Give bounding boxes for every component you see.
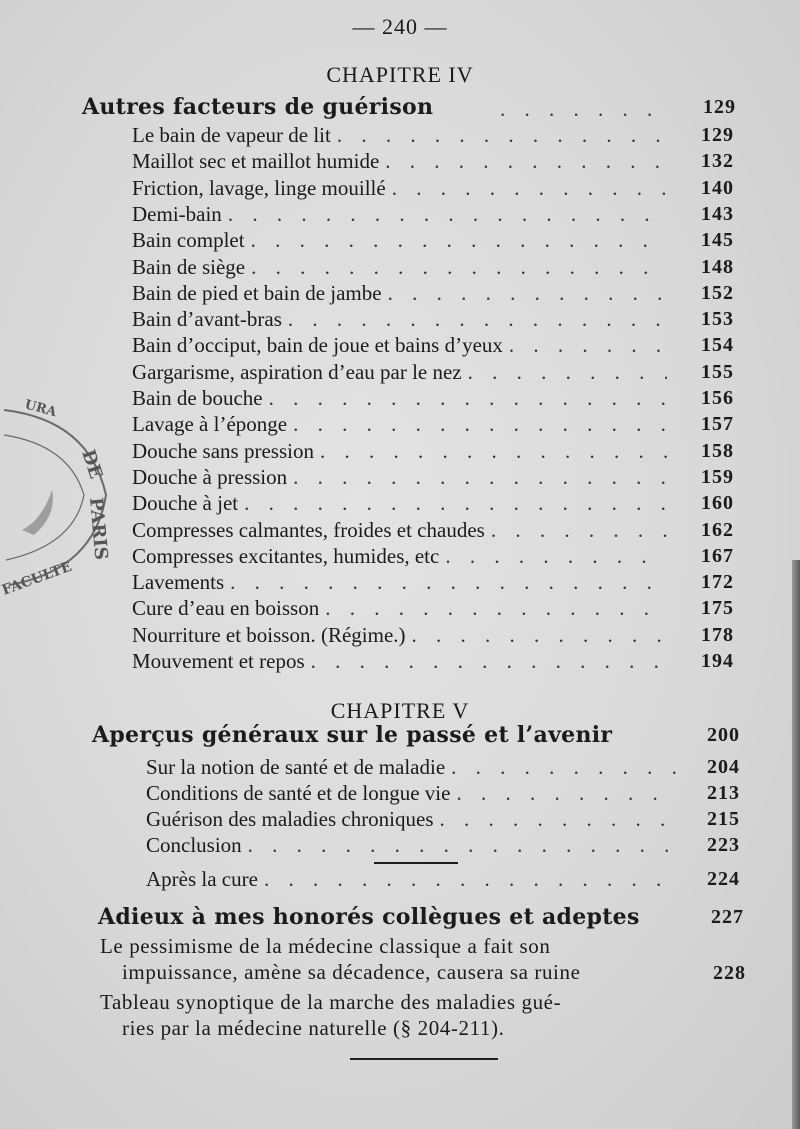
toc-entry: [132, 411, 667, 437]
dot-leader: [445, 543, 667, 569]
page-ref: 158: [701, 439, 734, 462]
page-ref: 213: [707, 782, 740, 804]
dot-leader: [269, 385, 667, 411]
toc-entry: [132, 385, 667, 411]
page-ref: 129: [701, 124, 734, 146]
entry-title: Sur la notion de santé et de maladie: [146, 755, 446, 779]
page-ref: 156: [701, 387, 734, 409]
page-number: — 240 —: [352, 14, 448, 39]
entry-title: Cure d’eau en boisson: [132, 596, 320, 621]
dot-leader: [491, 517, 667, 543]
paragraph-line: ries par la médecine naturelle (§ 204-211).: [122, 1016, 505, 1040]
entry-title: Friction, lavage, linge mouillé: [132, 175, 386, 200]
toc-entry: [132, 148, 667, 174]
toc-entry: [146, 754, 676, 780]
page-ref: 154: [701, 334, 734, 357]
toc-entry: [132, 543, 667, 569]
dot-leader: [251, 227, 667, 253]
dot-leader: [468, 359, 667, 385]
toc-entry: [132, 175, 667, 201]
entry-title: Maillot sec et maillot humide: [132, 149, 380, 174]
dot-leader: [509, 332, 667, 358]
toc-entry: [132, 201, 667, 227]
paragraph-line: Le pessimisme de la médecine classique a fait son: [100, 934, 551, 958]
toc-entry: [132, 464, 667, 490]
dot-leader: [456, 780, 676, 806]
dot-leader: [293, 464, 667, 490]
page-ref: 204: [707, 756, 740, 778]
page-ref: 167: [701, 544, 734, 567]
toc-entry: [132, 595, 667, 621]
entry-title: Nourriture et boisson. (Régime.): [132, 622, 406, 647]
toc-entry: [146, 806, 676, 832]
page-ref: 153: [701, 308, 734, 331]
page-ref: 172: [701, 571, 734, 594]
entry-title: Gargarisme, aspiration d’eau par le nez: [132, 359, 462, 384]
toc-entry: [132, 280, 667, 306]
entry-title: Bain de pied et bain de jambe: [132, 280, 382, 305]
section-title: Aperçus généraux sur le passé et l’avenir: [92, 722, 613, 748]
dot-leader: [320, 438, 667, 464]
entry-title: Lavage à l’éponge: [132, 412, 288, 437]
page-ref: 152: [701, 281, 734, 304]
dot-leader: [412, 622, 667, 648]
page-ref: 227: [711, 906, 744, 928]
entry-title: Douche sans pression: [132, 438, 314, 463]
page-ref: 155: [701, 360, 734, 383]
page-ref: 200: [707, 724, 740, 746]
section-title: Autres facteurs de guérison: [82, 94, 434, 120]
entry-title: Mouvement et repos: [132, 649, 305, 673]
entry-title: Compresses calmantes, froides et chaudes: [132, 517, 485, 542]
toc-entry: [132, 306, 667, 332]
separator-rule: [350, 1058, 498, 1060]
page-ref: 132: [701, 150, 734, 173]
entry-title: Bain complet: [132, 228, 245, 253]
svg-text:DE: DE: [77, 447, 107, 482]
page-ref: 175: [701, 597, 734, 620]
toc-entry: [146, 780, 676, 806]
page-ref: 224: [707, 868, 740, 890]
entry-title: Bain d’occiput, bain de joue et bains d’yeux: [132, 333, 503, 358]
dot-leader: [451, 754, 676, 780]
toc-entry: [132, 490, 667, 516]
svg-text:PARIS: PARIS: [85, 496, 112, 561]
entry-title: Bain de bouche: [132, 386, 263, 410]
chapter-heading: CHAPITRE V: [330, 698, 470, 723]
section-title: Adieux à mes honorés collègues et adeptes: [98, 904, 640, 930]
dot-leader: [251, 254, 667, 280]
toc-entry: [132, 569, 667, 595]
dot-leader: [293, 411, 667, 437]
page-ref: 145: [701, 229, 734, 252]
paragraph-line: impuissance, amène sa décadence, causera sa ruine: [122, 960, 581, 984]
toc-entry: [146, 866, 676, 892]
toc-entry: [132, 438, 667, 464]
page-ref: 162: [701, 518, 734, 541]
page-ref: 223: [707, 834, 740, 856]
entry-title: Lavements: [132, 570, 225, 595]
entry-title: Bain d’avant-bras: [132, 307, 282, 332]
page-ref: 160: [701, 492, 734, 515]
dot-leader: [385, 148, 667, 174]
page-ref: 194: [701, 650, 734, 672]
dot-leader: [440, 806, 676, 832]
svg-text:URA: URA: [22, 397, 58, 421]
page-ref: 143: [701, 202, 734, 225]
toc-entry: [132, 332, 667, 358]
separator-rule: [374, 862, 458, 864]
entry-title: Douche à pression: [132, 464, 288, 489]
page-ref: 159: [701, 465, 734, 488]
paragraph-line: Tableau synoptique de la marche des maladies gué-: [100, 990, 562, 1014]
dot-leader: [392, 175, 667, 201]
dot-leader: [337, 122, 667, 148]
dot-leader: [500, 96, 665, 122]
toc-entry: [132, 622, 667, 648]
toc-entry: [132, 517, 667, 543]
dot-leader: [228, 201, 667, 227]
chapter-heading: CHAPITRE IV: [326, 62, 474, 87]
page-ref: 228: [713, 962, 746, 984]
page-ref: 140: [701, 176, 734, 199]
toc-entry: [132, 648, 667, 674]
page-ref: 148: [701, 255, 734, 278]
dot-leader: [244, 490, 667, 516]
toc-entry: [132, 227, 667, 253]
entry-title: Conditions de santé et de longue vie: [146, 781, 451, 805]
entry-title: Après la cure: [146, 867, 258, 891]
dot-leader: [311, 648, 667, 674]
library-stamp: [0, 380, 124, 610]
dot-leader: [248, 832, 676, 858]
entry-title: Demi-bain: [132, 201, 222, 226]
entry-title: Conclusion: [146, 833, 242, 857]
page-ref: 157: [701, 413, 734, 436]
svg-text:FACULTE: FACULTE: [0, 558, 75, 599]
page-ref: 178: [701, 623, 734, 646]
entry-title: Guérison des maladies chroniques: [146, 807, 434, 831]
toc-entry: [132, 122, 667, 148]
entry-title: Compresses excitantes, humides, etc: [132, 543, 440, 568]
toc-entry: [132, 254, 667, 280]
entry-title: Douche à jet: [132, 491, 239, 516]
entry-title: Bain de siège: [132, 254, 246, 279]
dot-leader: [288, 306, 667, 332]
page-ref: 215: [707, 808, 740, 830]
toc-entry: [146, 832, 676, 858]
page-edge-shadow: [792, 560, 800, 1129]
dot-leader: [325, 595, 667, 621]
page-ref: 129: [703, 96, 736, 118]
entry-title: Le bain de vapeur de lit: [132, 123, 331, 147]
dot-leader: [388, 280, 667, 306]
dot-leader: [230, 569, 667, 595]
toc-entry: [132, 359, 667, 385]
